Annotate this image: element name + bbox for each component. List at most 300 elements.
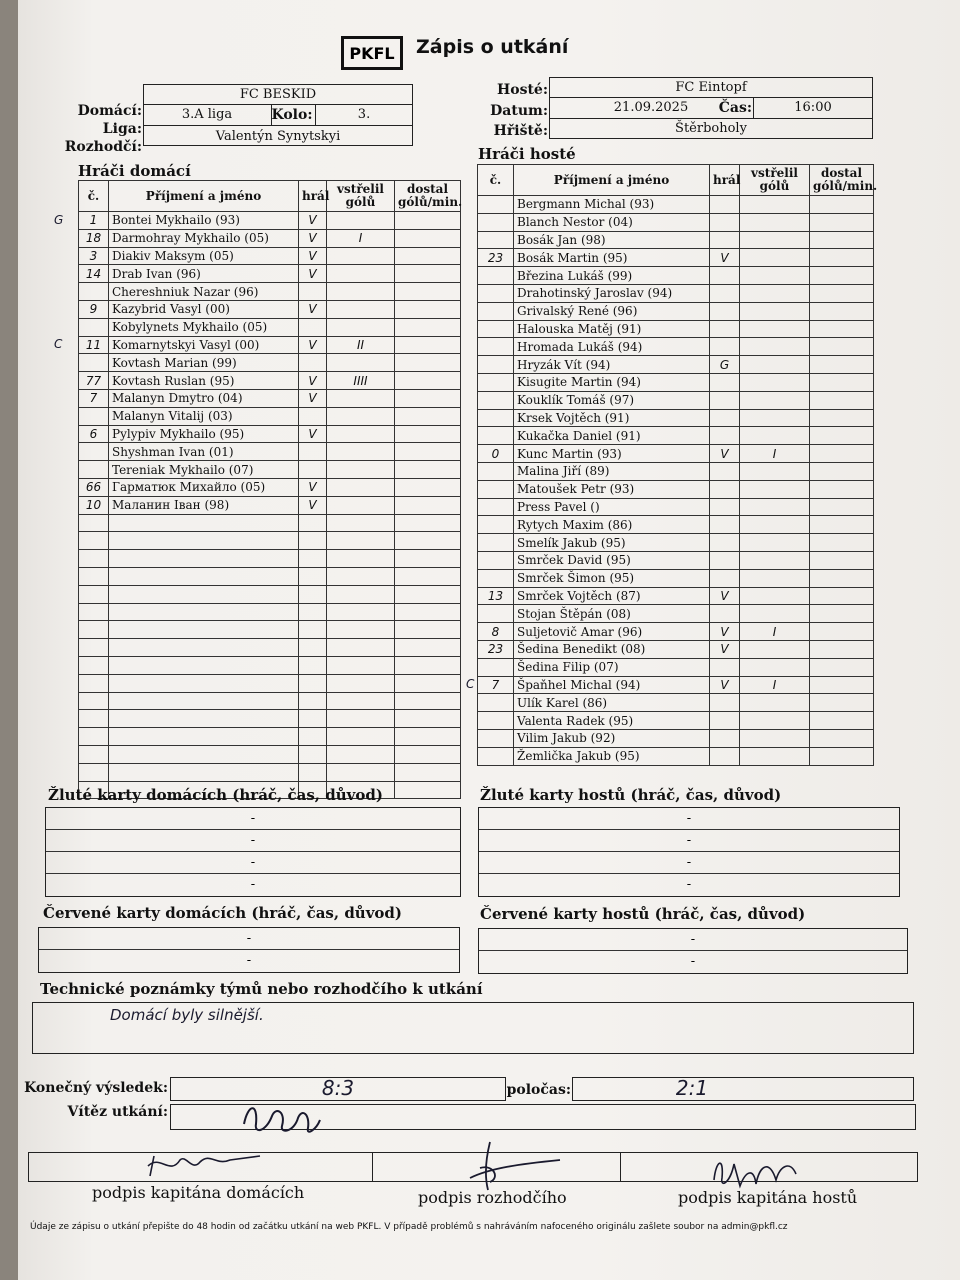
played-mark: [710, 569, 740, 587]
goals-conceded: [810, 249, 874, 267]
player-number: 3: [79, 247, 109, 265]
player-number: [478, 373, 514, 391]
table-row: [79, 461, 461, 479]
played-mark: [710, 551, 740, 569]
player-number: [79, 745, 109, 763]
goals-conceded: [395, 443, 461, 461]
played-mark: [710, 498, 740, 516]
player-name: [109, 514, 299, 532]
goals-scored: [740, 569, 810, 587]
player-name: Darmohray Mykhailo (05): [109, 229, 299, 247]
played-mark: [299, 603, 327, 621]
goals-scored: [327, 745, 395, 763]
player-number: 11: [79, 336, 109, 354]
player-name: Březina Lukáš (99): [514, 267, 710, 285]
goals-scored: [327, 692, 395, 710]
player-number: [478, 320, 514, 338]
played-mark: [299, 745, 327, 763]
player-number: [478, 231, 514, 249]
player-name: Malina Jiří (89): [514, 462, 710, 480]
col-name: Příjmení a jméno: [109, 181, 299, 212]
goals-conceded: [395, 247, 461, 265]
table-row: [478, 551, 874, 569]
table-row: [478, 462, 874, 480]
played-mark: [710, 534, 740, 552]
player-name: Press Pavel (): [514, 498, 710, 516]
goals-scored: [740, 551, 810, 569]
played-mark: V: [710, 623, 740, 641]
player-number: 1: [79, 212, 109, 230]
goals-scored: [327, 212, 395, 230]
goals-conceded: [810, 747, 874, 765]
goals-conceded: [395, 354, 461, 372]
played-mark: [710, 391, 740, 409]
guests-value: FC Eintopf: [675, 80, 747, 95]
played-mark: V: [299, 425, 327, 443]
goals-conceded: [395, 763, 461, 781]
table-row: [79, 407, 461, 425]
player-name: Komarnytskyi Vasyl (00): [109, 336, 299, 354]
player-number: [79, 639, 109, 657]
player-number: [478, 302, 514, 320]
goals-conceded: [395, 585, 461, 603]
table-row: [478, 623, 874, 641]
player-name: [109, 567, 299, 585]
player-name: Šedina Filip (07): [514, 658, 710, 676]
goals-conceded: [810, 409, 874, 427]
player-number: 14: [79, 265, 109, 283]
player-name: Suljetovič Amar (96): [514, 623, 710, 641]
goals-conceded: [395, 372, 461, 390]
player-number: [79, 603, 109, 621]
goals-scored: [740, 694, 810, 712]
table-row: [79, 639, 461, 657]
card-row: -: [46, 808, 460, 830]
player-number: [478, 409, 514, 427]
winner-signature: [236, 1094, 326, 1140]
goals-conceded: [395, 603, 461, 621]
home-label: Domácí:: [77, 103, 142, 119]
player-name: Vilim Jakub (92): [514, 729, 710, 747]
goals-scored: [740, 196, 810, 214]
goals-conceded: [810, 676, 874, 694]
half-score-value: 2:1: [675, 1076, 709, 1100]
played-mark: [710, 516, 740, 534]
col-scored: vstřelil gólů: [327, 181, 395, 212]
player-number: [79, 763, 109, 781]
goals-scored: [327, 550, 395, 568]
player-name: Smrček Vojtěch (87): [514, 587, 710, 605]
goals-conceded: [395, 283, 461, 301]
field-label: Hřiště:: [493, 123, 548, 139]
player-number: [79, 283, 109, 301]
goals-conceded: [395, 621, 461, 639]
goals-conceded: [810, 373, 874, 391]
goals-scored: [740, 605, 810, 623]
goals-conceded: [810, 623, 874, 641]
goals-scored: [740, 213, 810, 231]
table-row: [79, 728, 461, 746]
played-mark: [299, 318, 327, 336]
table-row: [79, 692, 461, 710]
player-name: [109, 710, 299, 728]
played-mark: [299, 674, 327, 692]
played-mark: V: [299, 300, 327, 318]
time-label: Čas:: [718, 100, 752, 116]
goals-conceded: [395, 781, 461, 799]
player-number: [79, 674, 109, 692]
goals-conceded: [395, 229, 461, 247]
player-number: [478, 694, 514, 712]
role-mark: C: [466, 677, 475, 692]
player-name: Hryzák Vít (94): [514, 356, 710, 374]
played-mark: V: [710, 640, 740, 658]
played-mark: V: [299, 372, 327, 390]
goals-scored: [327, 603, 395, 621]
goals-scored: [740, 498, 810, 516]
played-mark: V: [710, 445, 740, 463]
table-row: [79, 656, 461, 674]
goals-conceded: [810, 551, 874, 569]
played-mark: V: [299, 265, 327, 283]
played-mark: [710, 231, 740, 249]
goals-conceded: [395, 389, 461, 407]
player-name: Valenta Radek (95): [514, 712, 710, 730]
played-mark: [299, 692, 327, 710]
player-name: Smrček David (95): [514, 551, 710, 569]
card-row: -: [479, 929, 907, 951]
table-row: [478, 356, 874, 374]
player-number: 7: [478, 676, 514, 694]
red-away-box: [478, 928, 908, 974]
col-num: č.: [478, 165, 514, 196]
goals-conceded: [810, 462, 874, 480]
played-mark: [710, 409, 740, 427]
player-name: [109, 603, 299, 621]
player-name: Bosák Martin (95): [514, 249, 710, 267]
player-name: Drahotinský Jaroslav (94): [514, 284, 710, 302]
goals-scored: [327, 710, 395, 728]
yellow-home-title: Žluté karty domácích (hráč, čas, důvod): [48, 786, 383, 804]
played-mark: [710, 462, 740, 480]
player-name: Krsek Vojtěch (91): [514, 409, 710, 427]
played-mark: [299, 763, 327, 781]
player-name: Bontei Mykhailo (93): [109, 212, 299, 230]
played-mark: V: [710, 587, 740, 605]
player-number: 9: [79, 300, 109, 318]
player-name: Halouska Matěj (91): [514, 320, 710, 338]
goals-scored: [740, 462, 810, 480]
goals-scored: [740, 320, 810, 338]
guests-label: Hosté:: [497, 82, 548, 98]
col-name: Příjmení a jméno: [514, 165, 710, 196]
footer-note: Údaje ze zápisu o utkání přepište do 48 hodin od začátku utkání na web PKFL. V případě problémů s nahráváním nafoceného originálu zašlete soubor na admin@pkfl.cz: [30, 1222, 788, 1232]
goals-scored: [327, 389, 395, 407]
winner-label: Vítěz utkání:: [67, 1104, 168, 1120]
goals-conceded: [395, 639, 461, 657]
player-name: Blanch Nestor (04): [514, 213, 710, 231]
goals-scored: [740, 338, 810, 356]
table-row: [79, 514, 461, 532]
played-mark: V: [299, 212, 327, 230]
player-name: Hromada Lukáš (94): [514, 338, 710, 356]
goals-conceded: [810, 569, 874, 587]
table-row: [79, 318, 461, 336]
table-row: [478, 213, 874, 231]
played-mark: [710, 373, 740, 391]
player-number: [478, 658, 514, 676]
goals-conceded: [395, 212, 461, 230]
table-row: [478, 409, 874, 427]
goals-scored: [327, 763, 395, 781]
table-row: [478, 605, 874, 623]
player-number: 6: [79, 425, 109, 443]
card-row: -: [250, 877, 256, 892]
goals-conceded: [810, 391, 874, 409]
league-label: Liga:: [102, 121, 142, 137]
player-number: 7: [79, 389, 109, 407]
played-mark: [299, 407, 327, 425]
goals-conceded: [810, 267, 874, 285]
yellow-away-title: Žluté karty hostů (hráč, čas, důvod): [480, 786, 782, 804]
goals-conceded: [395, 407, 461, 425]
table-row: [478, 320, 874, 338]
played-mark: [710, 694, 740, 712]
table-row: [478, 231, 874, 249]
player-name: [109, 674, 299, 692]
played-mark: [299, 461, 327, 479]
table-row: [478, 302, 874, 320]
card-row: -: [690, 954, 696, 969]
table-row: [79, 265, 461, 283]
played-mark: [710, 213, 740, 231]
card-row: -: [479, 852, 899, 874]
referee-value: Valentýn Synytskyi: [215, 129, 341, 144]
player-number: [79, 443, 109, 461]
goals-scored: [327, 585, 395, 603]
table-row: [478, 338, 874, 356]
col-scored: vstřelil gólů: [740, 165, 810, 196]
table-row: [478, 534, 874, 552]
player-name: Matoušek Petr (93): [514, 480, 710, 498]
player-name: Malanyn Dmytro (04): [109, 389, 299, 407]
player-number: 66: [79, 478, 109, 496]
table-row: [79, 585, 461, 603]
player-number: [478, 747, 514, 765]
goals-scored: [740, 729, 810, 747]
table-row: [79, 745, 461, 763]
goals-scored: [327, 621, 395, 639]
player-number: [79, 407, 109, 425]
goals-conceded: [810, 302, 874, 320]
player-name: Kunc Martin (93): [514, 445, 710, 463]
card-row: -: [686, 877, 692, 892]
goals-conceded: [395, 567, 461, 585]
home-roster-header: [79, 181, 461, 212]
goals-scored: [740, 231, 810, 249]
played-mark: [710, 196, 740, 214]
goals-scored: [327, 443, 395, 461]
player-name: Shyshman Ivan (01): [109, 443, 299, 461]
goals-scored: [327, 318, 395, 336]
player-name: [109, 550, 299, 568]
goals-scored: [327, 354, 395, 372]
goals-scored: [327, 567, 395, 585]
played-mark: G: [710, 356, 740, 374]
table-row: [478, 587, 874, 605]
player-name: Kazybrid Vasyl (00): [109, 300, 299, 318]
goals-conceded: [810, 356, 874, 374]
played-mark: [299, 621, 327, 639]
goals-conceded: [395, 425, 461, 443]
player-name: Kobylynets Mykhailo (05): [109, 318, 299, 336]
player-name: [109, 585, 299, 603]
table-row: [79, 763, 461, 781]
goals-conceded: [810, 338, 874, 356]
player-number: 18: [79, 229, 109, 247]
home-roster-table: [78, 180, 461, 799]
played-mark: [710, 747, 740, 765]
table-row: [79, 354, 461, 372]
goals-conceded: [395, 514, 461, 532]
player-name: Žemlička Jakub (95): [514, 747, 710, 765]
home-captain-caption: podpis kapitána domácích: [92, 1183, 305, 1202]
played-mark: [710, 712, 740, 730]
table-row: [478, 516, 874, 534]
goals-scored: [740, 267, 810, 285]
table-row: [478, 676, 874, 694]
player-number: [79, 710, 109, 728]
table-row: [478, 391, 874, 409]
goals-conceded: [810, 694, 874, 712]
player-number: [478, 516, 514, 534]
goals-conceded: [810, 427, 874, 445]
goals-scored: [740, 747, 810, 765]
table-row: [79, 336, 461, 354]
player-name: Ulík Karel (86): [514, 694, 710, 712]
player-number: [478, 480, 514, 498]
goals-scored: I: [740, 623, 810, 641]
card-row: -: [479, 830, 899, 852]
player-name: Drab Ivan (96): [109, 265, 299, 283]
goals-scored: [327, 247, 395, 265]
player-name: Chereshniuk Nazar (96): [109, 283, 299, 301]
player-name: [109, 621, 299, 639]
red-home-title: Červené karty domácích (hráč, čas, důvod): [43, 904, 403, 922]
goals-scored: [327, 425, 395, 443]
time-value: 16:00: [794, 100, 832, 115]
player-name: Smelík Jakub (95): [514, 534, 710, 552]
goals-conceded: [810, 231, 874, 249]
goals-scored: [740, 516, 810, 534]
played-mark: [710, 284, 740, 302]
yellow-away-box: [478, 807, 900, 897]
table-row: [478, 694, 874, 712]
card-row: -: [39, 928, 459, 950]
player-number: [478, 712, 514, 730]
table-row: [79, 212, 461, 230]
table-row: [478, 373, 874, 391]
col-conceded: dostal gólů/min.: [810, 165, 874, 196]
goals-scored: II: [327, 336, 395, 354]
goals-scored: [327, 461, 395, 479]
goals-scored: [327, 639, 395, 657]
date-label: Datum:: [490, 103, 548, 119]
player-name: [109, 728, 299, 746]
played-mark: [299, 639, 327, 657]
table-row: [478, 640, 874, 658]
player-name: [109, 745, 299, 763]
played-mark: V: [299, 247, 327, 265]
player-number: [478, 356, 514, 374]
table-row: [79, 603, 461, 621]
player-name: Rytych Maxim (86): [514, 516, 710, 534]
goals-conceded: [810, 445, 874, 463]
goals-conceded: [395, 550, 461, 568]
goals-scored: [327, 496, 395, 514]
goals-conceded: [810, 516, 874, 534]
home-captain-signature: [140, 1146, 270, 1186]
player-name: Tereniak Mykhailo (07): [109, 461, 299, 479]
goals-scored: [327, 407, 395, 425]
player-name: Гарматюк Михайло (05): [109, 478, 299, 496]
table-row: [478, 498, 874, 516]
goals-conceded: [810, 498, 874, 516]
table-row: [79, 674, 461, 692]
player-number: [478, 213, 514, 231]
player-name: Kouklík Tomáš (97): [514, 391, 710, 409]
goals-scored: I: [740, 445, 810, 463]
goals-conceded: [395, 265, 461, 283]
player-number: [79, 514, 109, 532]
player-name: [109, 656, 299, 674]
table-row: [478, 427, 874, 445]
role-mark: G: [54, 212, 64, 227]
referee-caption: podpis rozhodčího: [418, 1188, 567, 1207]
final-score-label: Konečný výsledek:: [24, 1080, 168, 1096]
goals-scored: [740, 534, 810, 552]
played-mark: [299, 567, 327, 585]
goals-scored: [740, 480, 810, 498]
date-value: 21.09.2025: [613, 100, 689, 115]
goals-conceded: [810, 284, 874, 302]
goals-conceded: [810, 320, 874, 338]
table-row: [79, 550, 461, 568]
played-mark: [299, 728, 327, 746]
played-mark: [299, 550, 327, 568]
player-number: [79, 532, 109, 550]
goals-scored: [740, 302, 810, 320]
notes-text: Domácí byly silnější.: [110, 1006, 264, 1024]
role-mark: C: [54, 337, 63, 352]
player-number: 23: [478, 249, 514, 267]
away-captain-caption: podpis kapitána hostů: [678, 1188, 858, 1207]
table-row: [478, 284, 874, 302]
player-name: Smrček Šimon (95): [514, 569, 710, 587]
goals-scored: [327, 532, 395, 550]
away-roster-header: [478, 165, 874, 196]
goals-conceded: [810, 196, 874, 214]
player-name: Kisugite Martin (94): [514, 373, 710, 391]
goals-scored: [327, 514, 395, 532]
goals-conceded: [810, 534, 874, 552]
goals-conceded: [810, 712, 874, 730]
goals-scored: [740, 427, 810, 445]
played-mark: [710, 302, 740, 320]
player-name: [109, 692, 299, 710]
player-number: [478, 338, 514, 356]
player-number: 8: [478, 623, 514, 641]
